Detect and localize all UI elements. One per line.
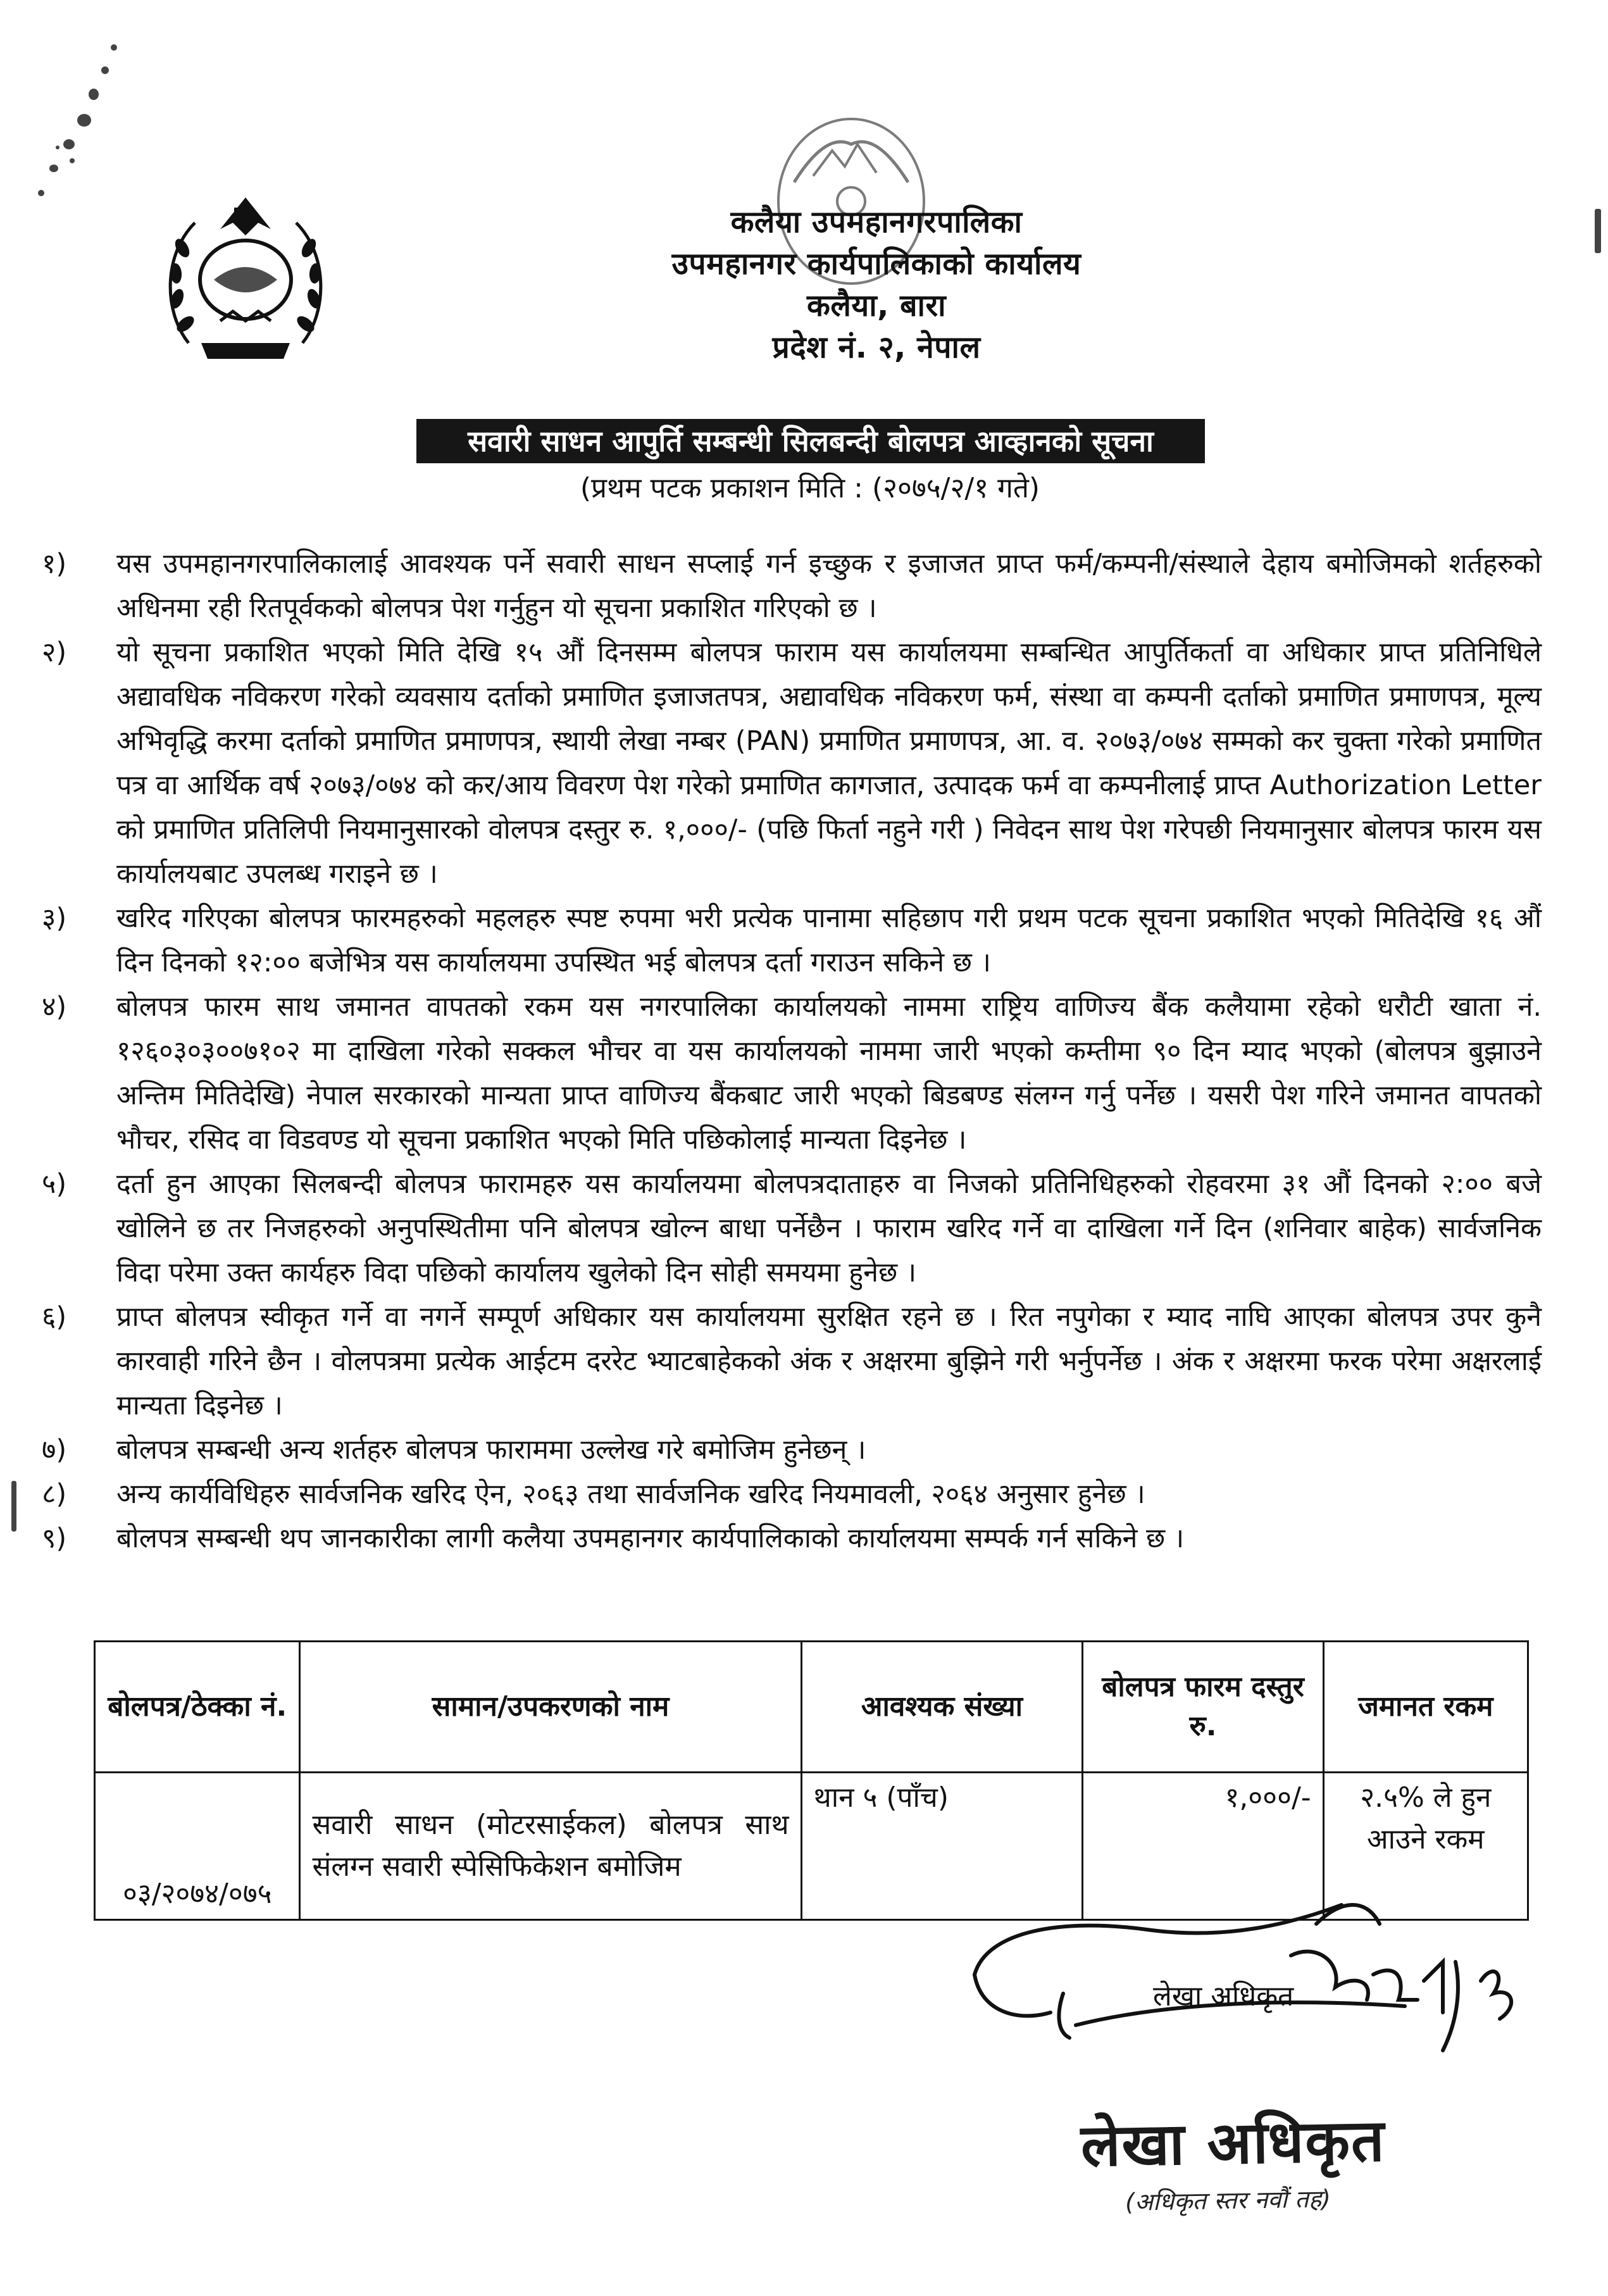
accounts-officer-label: लेखा अधिकृत (1153, 1980, 1294, 2012)
clause-text: अन्य कार्यविधिहरु सार्वजनिक खरिद ऐन, २०६३ तथा सार्वजनिक खरिद नियमावली, २०६४ अनुसार हुनेछ । (116, 1478, 1145, 1510)
cell-item-name: सवारी साधन (मोटरसाईकल) बोलपत्र साथ संलग्न सवारी स्पेसिफिकेशन बमोजिम (300, 1773, 801, 1920)
cell-tender-number: ०३/२०७४/०७५ (95, 1773, 300, 1920)
clause-5 (42, 1162, 1542, 1295)
clause-text: खरिद गरिएका बोलपत्र फारमहरुको महलहरु स्पष्ट रुपमा भरी प्रत्येक पानामा सहिछाप गरी प्रथम पटक सूचना प्रकाशित भएको मितिदेखि १६ औं दिन दिनको १२:०० बजेभित्र यस कार्यालयमा उपस्थित भई बोलपत्र दर्ता गराउन सकिने छ । (116, 902, 1542, 978)
notice-title: सवारी साधन आपुर्ति सम्बन्धी सिलबन्दी बोलपत्र आव्हानको सूचना (416, 419, 1205, 463)
official-stamp-subtitle: (अधिकृत स्तर नवौं तह) (1125, 2185, 1331, 2216)
clause-2 (42, 630, 1542, 896)
clause-number: ७) (42, 1434, 67, 1466)
clause-text: प्राप्त बोलपत्र स्वीकृत गर्ने वा नगर्ने सम्पूर्ण अधिकार यस कार्यालयमा सुरक्षित रहने छ । रित नपुगेका र म्याद नाघि आएका बोलपत्र उपर कुनै कारवाही गरिने छैन । वोलपत्रमा प्रत्येक आईटम दररेट भ्याटबाहेकको अंक र अक्षरमा बुझिने गरी भर्नुपर्नेछ । अंक र अक्षरमा फरक परेमा अक्षरलाई मान्यता दिइनेछ । (116, 1301, 1542, 1421)
clause-number: २) (42, 637, 67, 668)
tender-table (94, 1640, 1529, 1921)
clause-4 (42, 985, 1542, 1162)
clause-3 (42, 896, 1542, 985)
nepal-emblem-icon (151, 185, 340, 375)
header-item-name: सामान/उपकरणको नाम (300, 1642, 801, 1773)
header-form-fee: बोलपत्र फारम दस्तुर रु. (1083, 1642, 1323, 1773)
clause-number: ९) (42, 1523, 67, 1554)
header-security-amount: जमानत रकम (1323, 1642, 1528, 1773)
clause-number: ५) (42, 1168, 67, 1200)
cell-quantity: थान ५ (पाँच) (801, 1773, 1083, 1920)
province-line: प्रदेश नं. २, नेपाल (772, 330, 981, 365)
clause-9 (42, 1516, 1542, 1561)
clause-number: ३) (42, 902, 67, 934)
notice-clauses (42, 542, 1542, 1561)
clause-text: बोलपत्र सम्बन्धी थप जानकारीका लागी कलैया उपमहानगर कार्यपालिकाको कार्यालयमा सम्पर्क गर्न सकिने छ । (116, 1523, 1185, 1554)
municipality-name: कलैया उपमहानगरपालिका (730, 204, 1023, 240)
header-tender-number: बोलपत्र/ठेक्का नं. (95, 1642, 300, 1773)
clause-text: यस उपमहानगरपालिकालाई आवश्यक पर्ने सवारी साधन सप्लाई गर्न इच्छुक र इजाजत प्राप्त फर्म/कम्पनी/संस्थाले देहाय बमोजिमको शर्तहरुको अधिनमा रही रितपूर्वकको बोलपत्र पेश गर्नुहुन यो सूचना प्रकाशित गरिएको छ । (116, 548, 1542, 624)
cell-security-amount: २.५% ले हुन आउने रकम (1323, 1773, 1528, 1920)
header-quantity: आवश्यक संख्या (801, 1642, 1083, 1773)
official-stamp-title: लेखा अधिकृत (1080, 2106, 1387, 2180)
office-name: उपमहानगर कार्यपालिकाको कार्यालय (671, 246, 1081, 282)
clause-7 (42, 1428, 1542, 1472)
clause-text: दर्ता हुन आएका सिलबन्दी बोलपत्र फारामहरु यस कार्यालयमा बोलपत्रदाताहरु वा निजको प्रतिनिधिहरुको रोहवरमा ३१ औं दिनको २:०० बजे खोलिने छ तर निजहरुको अनुपस्थितीमा पनि बोलपत्र खोल्न बाधा पर्नेछैन । फाराम खरिद गर्ने वा दाखिला गर्ने दिन (शनिवार बाहेक) सार्वजनिक विदा परेमा उक्त कार्यहरु विदा पछिको कार्यालय खुलेको दिन सोही समयमा हुनेछ । (116, 1168, 1542, 1288)
clause-text: बोलपत्र फारम साथ जमानत वापतको रकम यस नगरपालिका कार्यालयको नाममा राष्ट्रिय वाणिज्य बैंक कलैयामा रहेको धरौटी खाता नं. १२६०३०३००७१०२ मा दाखिला गरेको सक्कल भौचर वा यस कार्यालयको नाममा जारी भएको कम्तीमा ९० दिन म्याद भएको (बोलपत्र बुझाउने अन्तिम मितिदेखि) नेपाल सरकारको मान्यता प्राप्त वाणिज्य बैंकबाट जारी भएको बिडबण्ड संलग्न गर्नु पर्नेछ । यसरी पेश गरिने जमानत वापतको भौचर, रसिद वा विडवण्ड यो सूचना प्रकाशित भएको मिति पछिकोलाई मान्यता दिइनेछ । (116, 991, 1542, 1156)
clause-6 (42, 1295, 1542, 1428)
table-header-row (95, 1642, 1528, 1773)
clause-number: ४) (42, 991, 67, 1023)
clause-8 (42, 1472, 1542, 1516)
cell-form-fee: १,०००/- (1083, 1773, 1323, 1920)
clause-number: ६) (42, 1301, 67, 1333)
clause-number: ८) (42, 1478, 67, 1510)
clause-number: १) (42, 548, 67, 580)
letterhead (481, 201, 1272, 368)
office-location: कलैया, बारा (806, 288, 947, 323)
publication-date: (प्रथम पटक प्रकाशन मिति : (२०७५/२/१ गते) (580, 472, 1040, 504)
clause-1 (42, 542, 1542, 630)
clause-text: यो सूचना प्रकाशित भएको मिति देखि १५ औं दिनसम्म बोलपत्र फाराम यस कार्यालयमा सम्बन्धित आपुर्तिकर्ता वा अधिकार प्राप्त प्रतिनिधिले अद्यावधिक नविकरण गरेको व्यवसाय दर्ताको प्रमाणित इजाजतपत्र, अद्यावधिक नविकरण फर्म, संस्था वा कम्पनी दर्ताको प्रमाणित प्रमाणपत्र, मूल्य अभिवृद्धि करमा दर्ताको प्रमाणित प्रमाणपत्र, स्थायी लेखा नम्बर (PAN) प्रमाणित प्रमाणपत्र, आ. व. २०७३/०७४ सम्मको कर चुक्ता गरेको प्रमाणित पत्र वा आर्थिक वर्ष २०७३/०७४ को कर/आय विवरण पेश गरेको प्रमाणित कागजात, उत्पादक फर्म वा कम्पनीलाई प्राप्त Authorization Letter को प्रमाणित प्रतिलिपी नियमानुसारको वोलपत्र दस्तुर रु. १,०००/- (पछि फिर्ता नहुने गरी ) निवेदन साथ पेश गरेपछी नियमानुसार बोलपत्र फारम यस कार्यालयबाट उपलब्ध गराइने छ । (116, 637, 1542, 890)
clause-text: बोलपत्र सम्बन्धी अन्य शर्तहरु बोलपत्र फाराममा उल्लेख गरे बमोजिम हुनेछन् । (116, 1434, 866, 1466)
